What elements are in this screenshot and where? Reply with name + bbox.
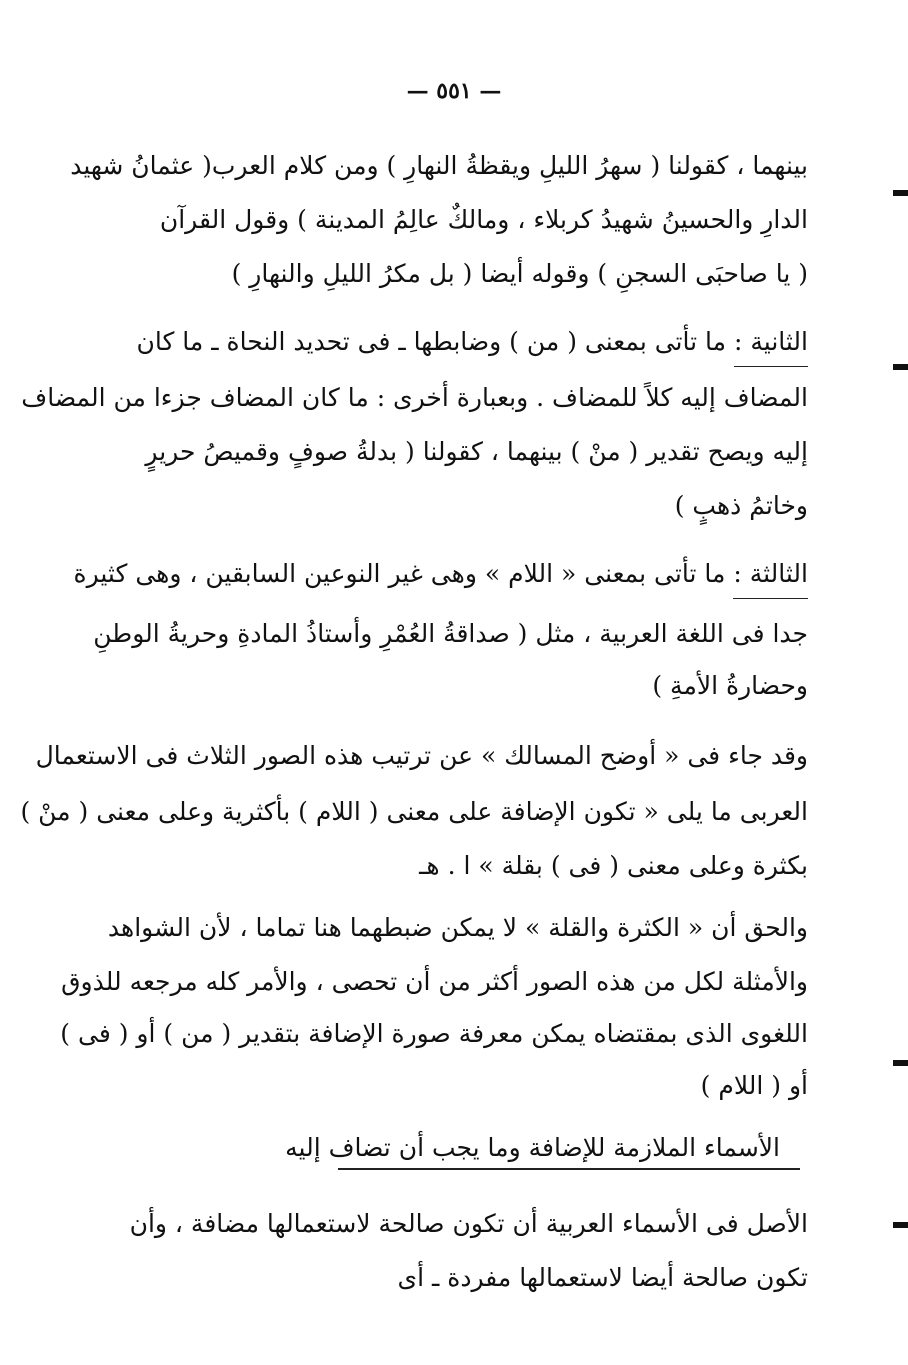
text-line: ( يا صاحبَى السجنِ ) وقوله أيضا ( بل مكرُ الليلِ والنهارِ ) [231, 259, 808, 288]
text-line: وحضارةُ الأمةِ ) [652, 671, 808, 700]
text-line [73, 554, 808, 599]
text-line: بينهما ، كقولنا ( سهرُ الليلِ ويقظةُ النهارِ ) ومن كلام العرب( عثمانُ شهيد [70, 151, 808, 180]
heading-underline [338, 1168, 800, 1170]
text-line: اللغوى الذى بمقتضاه يمكن معرفة صورة الإضافة بتقدير ( من ) أو ( فى ) [60, 1019, 808, 1048]
text-line: بكثرة وعلى معنى ( فى ) بقلة » ا . هـ [419, 851, 808, 880]
page-number: — ٥٥١ — [406, 78, 502, 104]
text-line: والأمثلة لكل من هذه الصور أكثر من أن تحصى ، والأمر كله مرجعه للذوق [61, 967, 808, 996]
text-line: جدا فى اللغة العربية ، مثل ( صداقةُ العُمْرِ وأستاذُ المادةِ وحريةُ الوطنِ [93, 619, 808, 648]
margin-mark [893, 1060, 908, 1066]
margin-mark [893, 190, 908, 196]
text-run: ما تأتى بمعنى « اللام » وهى غير النوعين السابقين ، وهى كثيرة [73, 559, 726, 588]
section-label: الثالثة : [733, 554, 808, 599]
text-line: تكون صالحة أيضا لاستعمالها مفردة ـ أى [397, 1263, 808, 1292]
text-line: والحق أن « الكثرة والقلة » لا يمكن ضبطهما هنا تماما ، لأن الشواهد [107, 913, 808, 942]
text-line: المضاف إليه كلاً للمضاف . وبعبارة أخرى : ما كان المضاف جزءا من المضاف [21, 383, 808, 412]
text-line: العربى ما يلى « تكون الإضافة على معنى ( اللام ) بأكثرية وعلى معنى ( منْ ) [20, 797, 808, 826]
text-line: الأصل فى الأسماء العربية أن تكون صالحة لاستعمالها مضافة ، وأن [129, 1209, 808, 1238]
margin-mark [893, 364, 908, 370]
text-line [136, 322, 808, 367]
section-label: الثانية : [734, 322, 808, 367]
margin-mark [893, 1222, 908, 1228]
section-heading: الأسماء الملازمة للإضافة وما يجب أن تضاف إليه [285, 1133, 780, 1162]
text-line: وقد جاء فى « أوضح المسالك » عن ترتيب هذه الصور الثلاث فى الاستعمال [35, 741, 808, 770]
text-line: أو ( اللام ) [700, 1071, 808, 1100]
text-run: ما تأتى بمعنى ( من ) وضابطها ـ فى تحديد النحاة ـ ما كان [136, 327, 727, 356]
text-line: إليه ويصح تقدير ( منْ ) بينهما ، كقولنا ( بدلةُ صوفٍ وقميصُ حريرٍ [145, 437, 808, 466]
text-line: الدارِ والحسينُ شهيدُ كربلاء ، ومالكٌ عالِمُ المدينة ) وقول القرآن [159, 205, 808, 234]
text-line: وخاتمُ ذهبٍ ) [674, 491, 808, 520]
